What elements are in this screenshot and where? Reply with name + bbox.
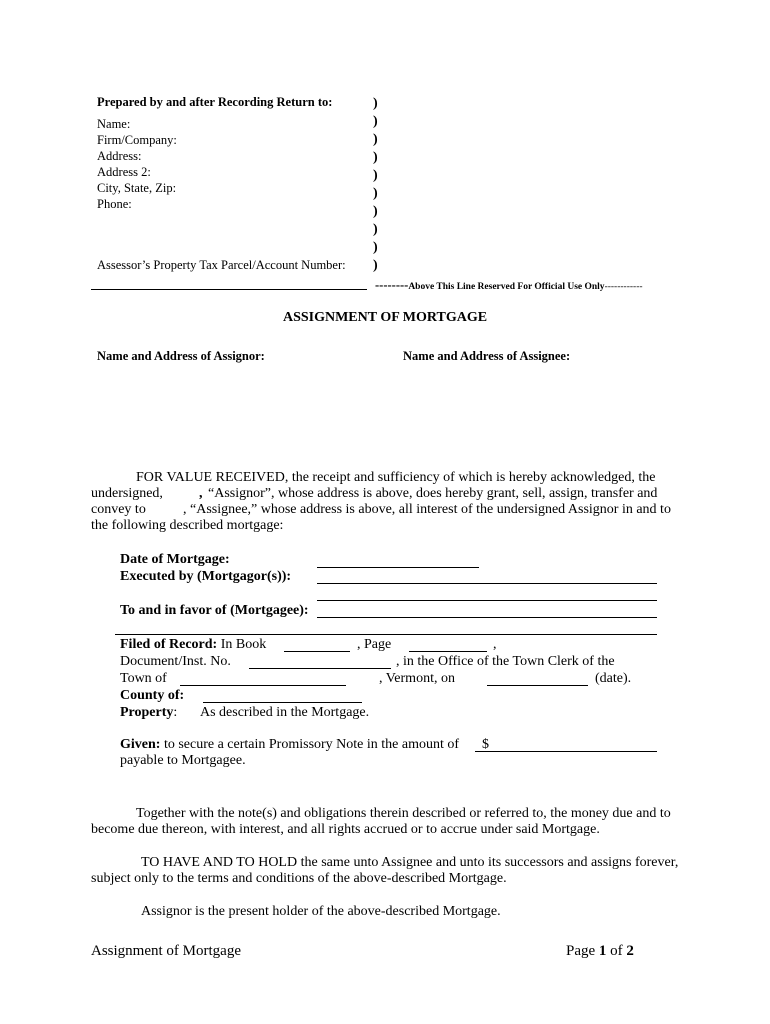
footer-title: Assignment of Mortgage <box>91 943 241 959</box>
mortgagee-label: To and in favor of (Mortgagee): <box>120 603 309 618</box>
reserved-dashes: -------- <box>375 278 409 292</box>
town-clerk-text: , in the Office of the Town Clerk of the <box>396 654 615 669</box>
city-state-zip-field-label: City, State, Zip: <box>97 181 177 195</box>
habendum-line-1: TO HAVE AND TO HOLD the same unto Assignee and unto its successors and assigns forever, <box>141 855 679 870</box>
county-of-label: County of: <box>120 688 185 703</box>
given-label: Given: <box>120 737 161 752</box>
in-book-label: In Book <box>220 637 267 652</box>
page-comma: , <box>493 637 497 652</box>
mortgagor-line-2[interactable] <box>317 600 657 601</box>
assignor-label: Name and Address of Assignor: <box>97 349 265 363</box>
given-row <box>120 737 459 753</box>
book-line[interactable] <box>284 651 350 652</box>
property-label: Property <box>120 705 174 720</box>
together-line-2: become due thereon, with interest, and all rights accrued or to accrue under said Mortgage. <box>91 822 600 837</box>
paren-mark: ) <box>373 204 378 219</box>
property-description: As described in the Mortgage. <box>200 705 370 720</box>
date-suffix: (date). <box>595 671 632 686</box>
reserved-notice <box>375 276 643 294</box>
given-text: to secure a certain Promissory Note in the amount of <box>163 737 460 752</box>
parcel-signature-line <box>91 289 367 290</box>
property-row <box>120 705 177 721</box>
document-no-line[interactable] <box>249 668 391 669</box>
prepared-by-label: Prepared by and after Recording Return to: <box>97 95 333 109</box>
filed-of-record-row <box>120 637 266 653</box>
date-of-mortgage-line[interactable] <box>317 567 479 568</box>
page-total: 2 <box>626 943 634 959</box>
consideration-line-3: , “Assignee,” whose address is above, all interest of the undersigned Assignor in and to <box>183 502 671 517</box>
mortgagee-line-2[interactable] <box>115 634 657 635</box>
mortgagee-line[interactable] <box>317 617 657 618</box>
page-line[interactable] <box>409 651 487 652</box>
paren-mark: ) <box>373 96 378 111</box>
consideration-convey-to: convey to <box>91 502 146 517</box>
paren-mark: ) <box>373 132 378 147</box>
page-indicator <box>566 943 634 960</box>
name-field-label: Name: <box>97 117 131 131</box>
dollar-sign: $ <box>482 737 489 752</box>
reserved-text: Above This Line Reserved For Official Use Only <box>408 282 605 292</box>
firm-field-label: Firm/Company: <box>97 133 177 147</box>
paren-column <box>373 95 378 275</box>
address-field-label: Address: <box>97 149 142 163</box>
page-number: 1 <box>598 943 607 959</box>
town-of-label: Town of <box>120 671 167 686</box>
recording-date-line[interactable] <box>487 685 588 686</box>
consideration-line-4: the following described mortgage: <box>91 518 284 533</box>
paren-mark: ) <box>373 150 378 165</box>
paren-mark: ) <box>373 168 378 183</box>
parcel-number-label: Assessor’s Property Tax Parcel/Account Number: <box>97 258 346 272</box>
document-title: ASSIGNMENT OF MORTGAGE <box>282 310 488 325</box>
property-colon: : <box>173 705 178 720</box>
page-label: , Page <box>357 637 392 652</box>
reserved-tail: ------------ <box>604 282 643 292</box>
page-word: Page <box>566 943 596 959</box>
vermont-on-text: , Vermont, on <box>379 671 455 686</box>
date-of-mortgage-label: Date of Mortgage: <box>120 552 230 567</box>
phone-field-label: Phone: <box>97 197 132 211</box>
paren-mark: ) <box>373 222 378 237</box>
holder-statement: Assignor is the present holder of the above-described Mortgage. <box>141 904 501 919</box>
of-word: of <box>610 943 623 959</box>
county-line[interactable] <box>203 702 362 703</box>
paren-mark: ) <box>373 258 378 273</box>
town-line[interactable] <box>180 685 346 686</box>
note-amount-line[interactable] <box>475 751 657 752</box>
consideration-comma: , <box>199 486 203 501</box>
paren-mark: ) <box>373 240 378 255</box>
payable-text: payable to Mortgagee. <box>120 753 246 768</box>
paren-mark: ) <box>373 114 378 129</box>
consideration-line-1: FOR VALUE RECEIVED, the receipt and sufficiency of which is hereby acknowledged, the <box>136 470 656 485</box>
mortgagor-line[interactable] <box>317 583 657 584</box>
paren-mark: ) <box>373 186 378 201</box>
address2-field-label: Address 2: <box>97 165 151 179</box>
filed-of-record-label: Filed of Record: <box>120 637 218 652</box>
assignee-label: Name and Address of Assignee: <box>403 349 571 363</box>
consideration-line-2: “Assignor”, whose address is above, does hereby grant, sell, assign, transfer and <box>208 486 658 501</box>
habendum-line-2: subject only to the terms and conditions of the above-described Mortgage. <box>91 871 507 886</box>
executed-by-label: Executed by (Mortgagor(s)): <box>120 569 292 584</box>
document-no-label: Document/Inst. No. <box>120 654 231 669</box>
together-line-1: Together with the note(s) and obligations therein described or referred to, the money due and to <box>136 806 671 821</box>
consideration-undersigned: undersigned, <box>91 486 163 501</box>
